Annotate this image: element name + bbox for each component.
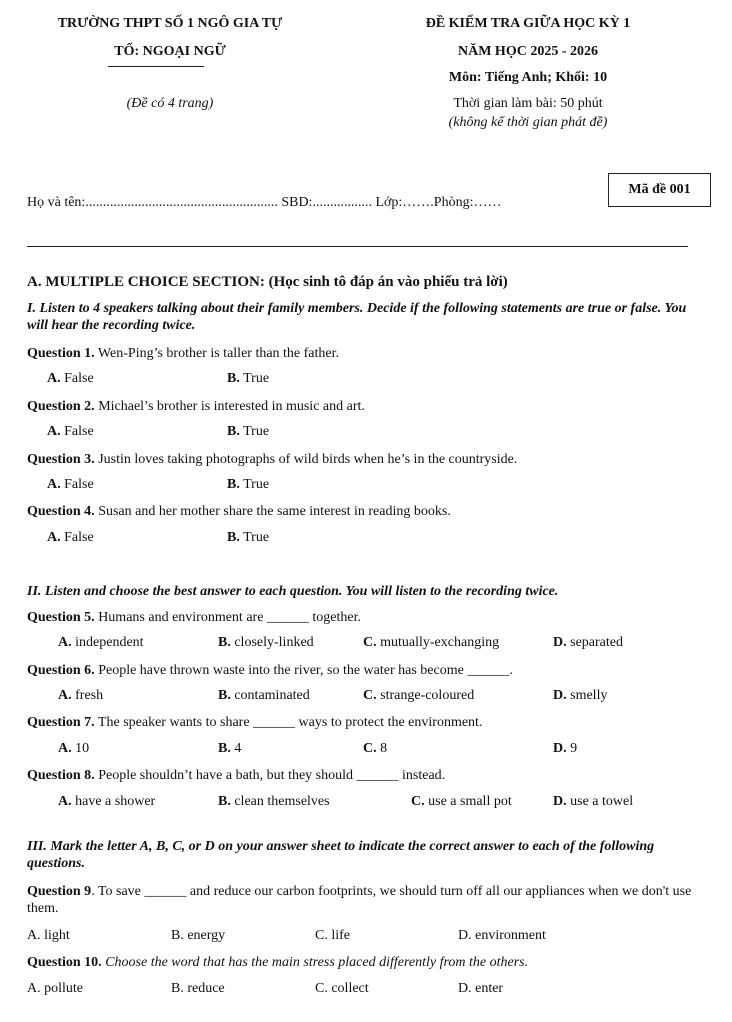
q10-option-d[interactable]: D. enter (458, 981, 504, 996)
question-label: Question 1. (27, 346, 95, 361)
question-1 (27, 345, 706, 362)
q6-option-b[interactable]: B. contaminated (218, 688, 310, 703)
time-line: Thời gian làm bài: 50 phút (453, 96, 603, 111)
q5-option-c[interactable]: C. mutually-exchanging (363, 635, 500, 650)
question-text: Michael’s brother is interested in music and art. (94, 399, 365, 414)
q6-option-a[interactable]: A. fresh (58, 688, 104, 703)
q8-option-c[interactable]: C. use a small pot (411, 794, 512, 809)
question-10 (27, 954, 706, 971)
question-text: Humans and environment are ______ together. (94, 610, 362, 625)
q9-option-a[interactable]: A. light (27, 928, 70, 943)
exam-title: ĐỀ KIỂM TRA GIỮA HỌC KỲ 1 (425, 16, 631, 31)
q9-option-c[interactable]: C. life (315, 928, 350, 943)
student-info-line: Họ và tên:....................................................... SBD:................. Lớp:…….Phòng:…… (27, 195, 502, 210)
q3-option-b[interactable]: B. True (227, 477, 270, 492)
question-4 (27, 503, 706, 520)
q9-option-b[interactable]: B. energy (171, 928, 226, 943)
part2-instruction: II. Listen and choose the best answer to each question. You will listen to the recording twice. (27, 584, 559, 599)
question-7 (27, 714, 706, 731)
q1-option-a[interactable]: A. False (47, 371, 94, 386)
q6-option-c[interactable]: C. strange-coloured (363, 688, 475, 703)
question-5 (27, 609, 706, 626)
question-3 (27, 451, 706, 468)
question-text: Choose the word that has the main stress placed differently from the others. (101, 955, 529, 970)
question-text: People shouldn’t have a bath, but they should ______ instead. (94, 768, 446, 783)
header-divider (27, 246, 688, 247)
q8-option-a[interactable]: A. have a shower (58, 794, 156, 809)
question-label: Question 6. (27, 663, 95, 678)
q2-option-a[interactable]: A. False (47, 424, 94, 439)
q2-option-b[interactable]: B. True (227, 424, 270, 439)
school-name: TRƯỜNG THPT SỐ 1 NGÔ GIA TỰ (57, 16, 283, 31)
question-label: Question 4. (27, 504, 95, 519)
part1-instruction: I. Listen to 4 speakers talking about their family members. Decide if the following statements are true or false. You will hear the recording twice. (27, 301, 687, 333)
q8-option-b[interactable]: B. clean themselves (218, 794, 330, 809)
question-text: The speaker wants to share ______ ways to protect the environment. (94, 715, 483, 730)
question-label: Question 10. (27, 955, 102, 970)
question-text: People have thrown waste into the river, so the water has become ______. (94, 663, 513, 678)
exam-code: Mã đề 001 (628, 182, 691, 197)
question-label: Question 8. (27, 768, 95, 783)
department-name: TỔ: NGOẠI NGỮ (114, 44, 226, 59)
q6-option-d[interactable]: D. smelly (553, 688, 608, 703)
q7-option-b[interactable]: B. 4 (218, 741, 242, 756)
school-year: NĂM HỌC 2025 - 2026 (458, 44, 598, 59)
question-text: Susan and her mother share the same interest in reading books. (94, 504, 451, 519)
q7-option-a[interactable]: A. 10 (58, 741, 90, 756)
question-8 (27, 767, 706, 784)
section-a-title: A. MULTIPLE CHOICE SECTION: (Học sinh tô đáp án vào phiếu trả lời) (27, 274, 508, 290)
q10-option-b[interactable]: B. reduce (171, 981, 225, 996)
pages-note: (Đề có 4 trang) (126, 96, 214, 111)
question-label: Question 9 (27, 884, 92, 899)
question-text: Wen-Ping’s brother is taller than the father. (94, 346, 340, 361)
question-6 (27, 662, 706, 679)
time-note: (không kể thời gian phát đề) (448, 115, 608, 130)
question-label: Question 5. (27, 610, 95, 625)
question-text: . To save ______ and reduce our carbon footprints, we should turn off all our appliances when we don't use them. (27, 884, 692, 916)
department-underline (108, 66, 204, 67)
q7-option-c[interactable]: C. 8 (363, 741, 388, 756)
q10-option-c[interactable]: C. collect (315, 981, 369, 996)
question-label: Question 3. (27, 452, 95, 467)
exam-code-box (608, 173, 711, 207)
question-2 (27, 398, 706, 415)
q10-option-a[interactable]: A. pollute (27, 981, 83, 996)
q5-option-d[interactable]: D. separated (553, 635, 623, 650)
q7-option-d[interactable]: D. 9 (553, 741, 578, 756)
question-label: Question 2. (27, 399, 95, 414)
subject-line: Môn: Tiếng Anh; Khối: 10 (448, 70, 608, 85)
question-label: Question 7. (27, 715, 95, 730)
q9-option-d[interactable]: D. environment (458, 928, 546, 943)
q1-option-b[interactable]: B. True (227, 371, 270, 386)
question-9 (27, 883, 706, 917)
q4-option-a[interactable]: A. False (47, 530, 94, 545)
question-text: Justin loves taking photographs of wild birds when he’s in the countryside. (94, 452, 518, 467)
q3-option-a[interactable]: A. False (47, 477, 94, 492)
part3-instruction: III. Mark the letter A, B, C, or D on your answer sheet to indicate the correct answer to each of the following questions. (27, 839, 655, 871)
q5-option-b[interactable]: B. closely-linked (218, 635, 314, 650)
q4-option-b[interactable]: B. True (227, 530, 270, 545)
q8-option-d[interactable]: D. use a towel (553, 794, 634, 809)
q5-option-a[interactable]: A. independent (58, 635, 144, 650)
